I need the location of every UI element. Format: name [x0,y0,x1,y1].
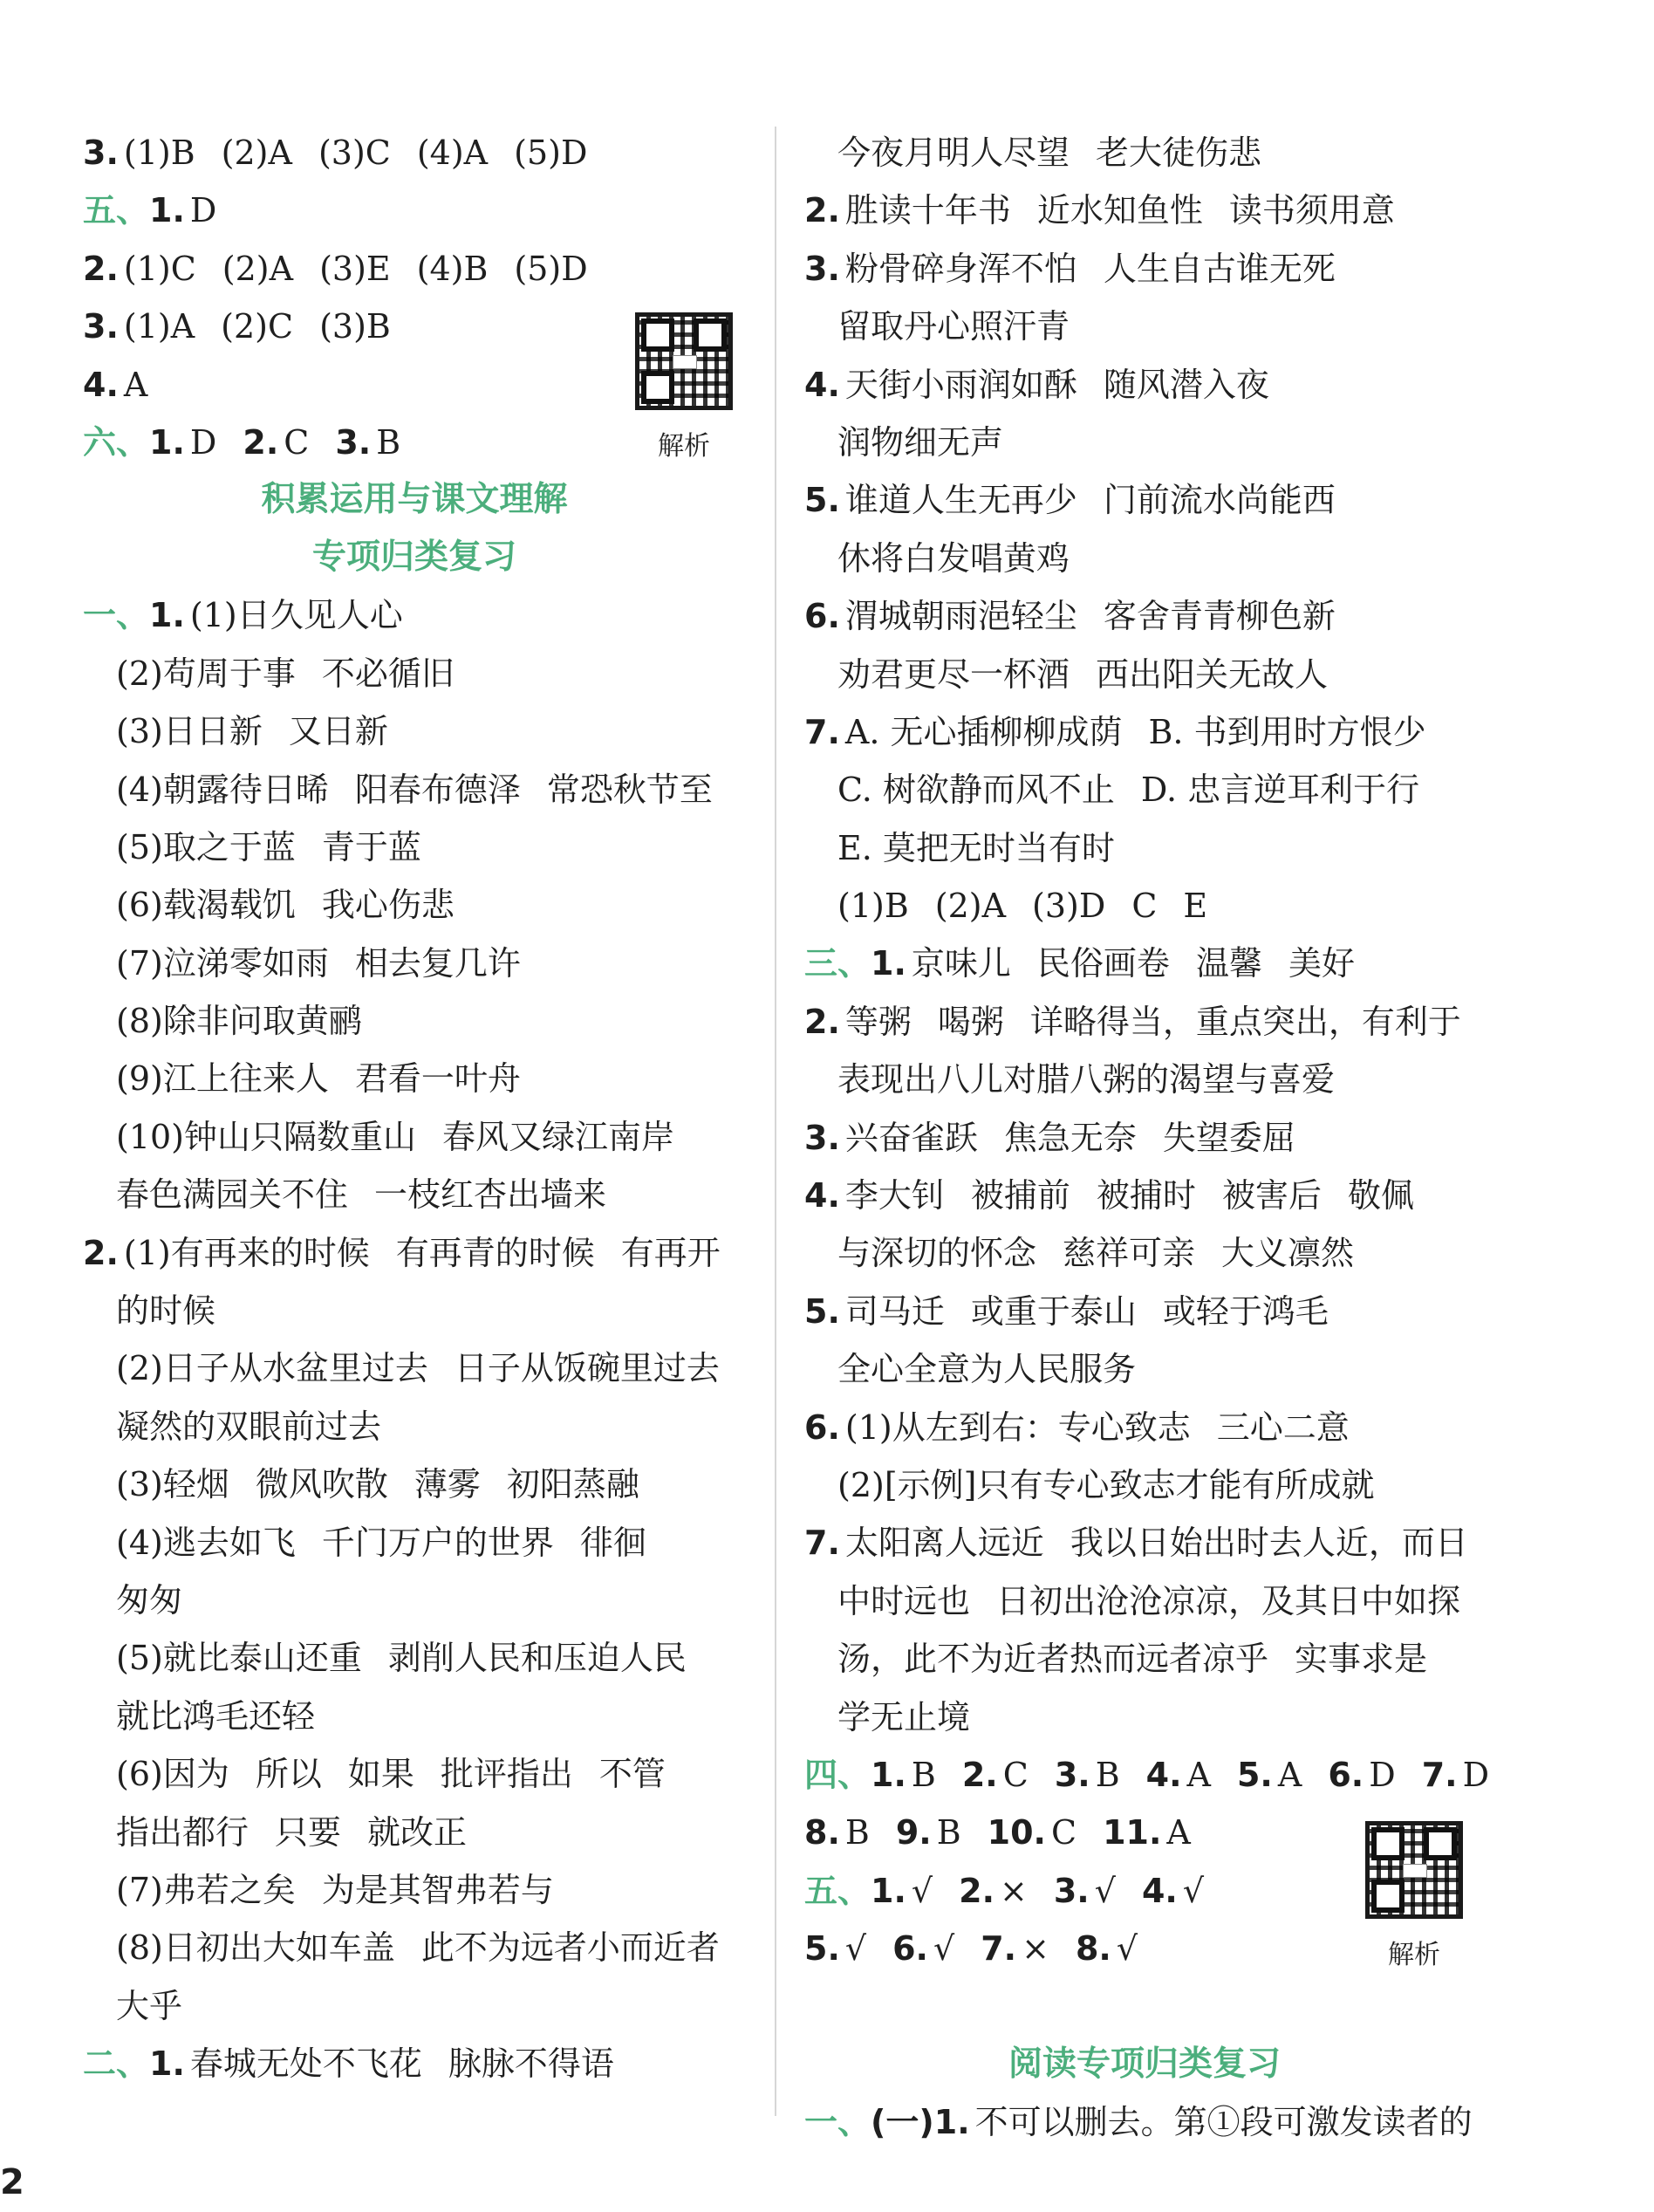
answer-text: 中时远也 [837,1581,971,1620]
qr-label: 解析 [1388,1940,1440,1970]
answer-text: 近水知鱼性 [1036,191,1203,230]
answer-text: (6)因为 [116,1755,229,1794]
answer-text: 京味儿 [911,944,1011,983]
answer-text: 太阳离人远近 [844,1524,1044,1563]
spacer-line [804,1978,1485,2036]
answer-text: 渭城朝雨浥轻尘 [844,597,1077,636]
question-number: 6. [892,1929,928,1969]
answer-text: 与深切的怀念 [837,1234,1037,1273]
qr-code-icon [635,312,733,410]
answer-line [83,1166,746,1223]
answer-text: √ [844,1929,867,1969]
question-number: 6. [1328,1755,1364,1794]
answer-text: (8)除非问取黄鹂 [116,1002,362,1041]
section-marker: 一、 [804,2101,871,2141]
answer-text: 有再青的时候 [395,1233,595,1272]
answer-text: B [1095,1755,1120,1794]
answer-text: 或轻于鸿毛 [1162,1291,1329,1331]
question-number: 3. [83,134,119,172]
answer-line [83,124,746,181]
question-number: 2. [959,1871,995,1910]
answer-text: (7)弗若之矣 [116,1870,296,1909]
answer-line [804,181,1485,239]
answer-line [804,356,1485,414]
question-number: 4. [1145,1755,1182,1794]
answer-text: (1)B [837,887,909,926]
answer-text: 或重于泰山 [970,1291,1137,1331]
answer-line [804,1340,1485,1398]
question-number: 2. [804,1002,840,1041]
section-marker: 四、 [804,1754,871,1794]
answer-text: (1)日久见人心 [189,596,403,635]
answer-text: (2)A [221,134,292,172]
question-number: 4. [804,1176,840,1216]
answer-text: √ [1094,1871,1116,1910]
answer-text: 学无止境 [837,1697,971,1736]
answer-text: (7)泣涕零如雨 [116,943,329,983]
answer-line [804,2093,1485,2151]
answer-text: 汤，此不为近者热而远者凉乎 [837,1640,1269,1679]
question-number: 7. [981,1929,1017,1969]
answer-text: 青于蓝 [321,827,421,866]
answer-text: × [1022,1929,1049,1969]
answer-line [83,1977,746,2035]
answer-line [83,181,746,239]
answer-text: 千门万户的世界 [321,1523,554,1562]
answer-text: 所以 [255,1755,322,1794]
answer-line [83,818,746,876]
question-number: 3. [804,249,840,288]
answer-text: C [284,422,310,462]
answer-text: 剥削人民和压迫人民 [387,1639,687,1678]
answer-text: A [1166,1813,1191,1852]
answer-text: 全心全意为人民服务 [837,1350,1137,1389]
answer-line [804,993,1485,1051]
answer-text: C. 树欲静而风不止 [837,770,1115,810]
answer-line [83,1108,746,1166]
answer-text: A [1186,1755,1211,1794]
answer-line [83,2035,746,2092]
answer-text: 相去复几许 [354,943,521,983]
answer-line [804,877,1485,935]
answer-text: C [1131,887,1158,926]
answer-text: 慈祥可亲 [1063,1234,1196,1273]
answer-text: 初阳蒸融 [506,1465,639,1504]
answer-line [804,1630,1485,1688]
answer-text: 等粥 [844,1002,912,1041]
answer-text: C [1050,1813,1077,1852]
question-number: 3. [1053,1871,1090,1910]
question-number: 1. [149,422,185,462]
answer-line [804,761,1485,818]
answer-text: 此不为远者小而近者 [420,1928,720,1968]
answer-text: 批评指出 [440,1755,573,1794]
answer-text: 实事求是 [1295,1640,1428,1679]
answer-line [804,1399,1485,1456]
answer-text: 人生自古谁无死 [1103,249,1336,288]
answer-text: 老大徒伤悲 [1096,134,1262,172]
answer-line [804,646,1485,703]
answer-text: 谁道人生无再少 [844,481,1077,520]
answer-text: (1)C [123,249,196,288]
answer-text: 微风吹散 [255,1465,388,1504]
answer-text: 我心伤悲 [321,886,455,925]
answer-text: 西出阳关无故人 [1096,654,1329,694]
answer-text: 如果 [347,1755,414,1794]
question-number: 2. [83,1233,119,1272]
answer-text: 大乎 [116,1986,183,2025]
answer-text: √ [1182,1871,1205,1910]
question-number: 4. [1141,1871,1178,1910]
answer-text: 春风又绿江南岸 [442,1117,675,1156]
answer-text: 门前流水尚能西 [1103,481,1336,520]
answer-text: B [844,1813,870,1852]
answer-line [804,587,1485,645]
answer-text: (3)B [319,307,391,346]
question-number: 2. [804,191,840,230]
answer-text: 为是其智弗若与 [321,1870,554,1909]
answer-text: 粉骨碎身浑不怕 [844,249,1077,288]
answer-text: 春城无处不飞花 [189,2044,422,2084]
answer-text: 李大钊 [844,1176,945,1216]
answer-text: 随风潜入夜 [1103,365,1269,404]
answer-line [804,1283,1485,1340]
answer-line [83,1861,746,1919]
answer-text: 日初出沧沧凉凉，及其日中如探 [996,1581,1461,1620]
answer-line [804,1572,1485,1630]
question-number: 2. [83,249,119,288]
answer-line [83,1572,746,1629]
answer-text: 司马迁 [844,1291,945,1331]
answer-text: 薄雾 [414,1465,481,1504]
answer-line [804,1456,1485,1514]
question-number: 6. [804,597,840,636]
answer-text: (4)B [416,249,489,288]
answer-text: (8)日初出大如车盖 [116,1928,395,1968]
answer-text: 温馨 [1195,944,1262,983]
question-number: 2. [961,1755,998,1794]
answer-text: 春色满园关不住 [116,1175,349,1215]
answer-text: 不可以删去。第①段可激发读者的 [974,2102,1473,2141]
answer-text: (4)朝露待日晞 [116,770,329,809]
answer-text: 我以日始出时去人近，而日 [1070,1524,1468,1563]
answer-line [83,1455,746,1513]
question-number: 7. [804,1524,840,1563]
answer-text: D [1462,1755,1490,1794]
answer-line [804,240,1485,298]
answer-line [83,1398,746,1455]
answer-text: 阳春布德泽 [354,770,521,809]
question-number: 1. [149,191,185,230]
answer-text: B. 书到用时方恨少 [1148,712,1426,751]
question-number: 8. [1075,1929,1111,1969]
answer-line [83,1282,746,1339]
answer-text: (9)江上往来人 [116,1059,329,1099]
answer-text: B [936,1813,961,1852]
answer-line [804,1224,1485,1282]
answer-line [804,124,1485,181]
section-marker: 五、 [804,1870,871,1910]
answer-line [83,1224,746,1282]
answer-line [804,1514,1485,1572]
left-column [83,124,746,2093]
question-number: 1. [149,2044,185,2084]
answer-line [83,1688,746,1745]
page-number: 2 [0,2162,24,2202]
question-number: 5. [804,1929,840,1969]
answer-text: 详略得当，重点突出，有利于 [1029,1002,1461,1041]
answer-text: 兴奋雀跃 [844,1118,978,1157]
section-marker: 五、 [83,190,150,230]
qr-label: 解析 [658,431,710,462]
answer-text: D [189,422,217,462]
answer-text: C [1002,1755,1029,1794]
answer-text: (3)D [1032,887,1106,926]
answer-text: 大义凛然 [1221,1234,1355,1273]
answer-text: A [123,365,148,404]
answer-text: 徘徊 [579,1523,646,1562]
column-divider [775,127,776,2116]
section-heading: 阅读专项归类复习 [1008,2044,1281,2084]
answer-text: 被捕前 [970,1176,1070,1216]
answer-line [83,586,746,644]
answer-text: 喝粥 [937,1002,1004,1041]
answer-text: 表现出八儿对腊八粥的渴望与喜爱 [837,1060,1336,1099]
answer-text: 民俗画卷 [1036,944,1170,983]
answer-text: 读书须用意 [1228,191,1395,230]
answer-text: E [1183,887,1208,926]
answer-text: (3)日日新 [116,712,263,751]
answer-text: (1)B [123,134,195,172]
section-marker: 六、 [83,421,150,462]
answer-text: D [189,191,217,230]
answer-text: (5)D [514,249,588,288]
answer-text: 天街小雨润如酥 [844,365,1077,404]
question-number: (一)1. [871,2102,970,2141]
answer-line [804,1167,1485,1224]
answer-text: (4)逃去如飞 [116,1523,296,1562]
answer-text: (2)A [934,887,1007,926]
answer-text: (3)C [318,134,391,172]
answer-text: (5)就比泰山还重 [116,1639,362,1678]
answer-text: √ [911,1871,933,1910]
answer-text: 胜读十年书 [844,191,1011,230]
section-marker: 一、 [83,595,150,635]
answer-text: 休将白发唱黄鸡 [837,538,1070,578]
answer-text: 美好 [1288,944,1355,983]
question-number: 5. [804,1291,840,1331]
answer-text: (5)D [514,134,588,172]
question-number: 4. [804,365,840,404]
answer-text: (6)载渴载饥 [116,886,296,925]
question-number: 5. [804,481,840,520]
question-number: 7. [1421,1755,1458,1794]
answer-line [804,298,1485,355]
answer-line [83,876,746,934]
answer-text: 君看一叶舟 [354,1059,521,1099]
answer-line [83,645,746,702]
answer-text: 敬佩 [1347,1176,1414,1216]
answer-line [83,761,746,818]
answer-line [83,1339,746,1397]
answer-line [83,935,746,992]
section-heading: 专项归类复习 [311,538,516,578]
answer-text: 不必循旧 [321,654,455,693]
question-number: 1. [149,596,185,635]
answer-text: A [1277,1755,1302,1794]
answer-text: 有再开 [620,1233,721,1272]
answer-line [804,1051,1485,1108]
answer-text: E. 莫把无时当有时 [837,828,1115,867]
answer-line [83,1050,746,1107]
answer-text: (5)取之于蓝 [116,827,296,866]
answer-line [83,992,746,1050]
question-number: 11. [1103,1813,1162,1852]
answer-line [804,1109,1485,1167]
answer-text: (2)[示例]只有专心致志才能有所成就 [837,1465,1375,1504]
answer-text: 的时候 [116,1291,216,1331]
question-number: 9. [895,1813,932,1852]
answer-text: D. 忠言逆耳利于行 [1140,770,1420,810]
question-number: 2. [243,422,279,462]
answer-text: (1)有再来的时候 [123,1233,370,1272]
answer-text: √ [933,1929,955,1969]
answer-text: 脉脉不得语 [448,2044,614,2084]
answer-line [804,530,1485,587]
answer-text: (10)钟山只隔数重山 [116,1117,417,1156]
answer-text: 不管 [598,1755,666,1794]
answer-text: 劝君更尽一杯酒 [837,654,1070,694]
answer-line [83,702,746,760]
answer-text: (1)从左到右：专心致志 [844,1407,1191,1447]
answer-text: (1)A [123,307,195,346]
answer-line [804,1746,1490,1804]
answer-text: 就改正 [367,1812,468,1852]
answer-text: A. 无心插柳柳成荫 [844,712,1123,751]
answer-text: 一枝红杏出墙来 [374,1175,607,1215]
answer-line [804,703,1485,761]
answer-text: 又日新 [288,712,388,751]
answer-text: 就比鸿毛还轻 [116,1696,316,1736]
answer-text: 被害后 [1221,1176,1322,1216]
answer-text: 被捕时 [1096,1176,1196,1216]
question-number: 3. [335,422,372,462]
question-number: 3. [83,307,119,346]
answer-text: D [1369,1755,1396,1794]
question-number: 3. [1054,1755,1090,1794]
question-number: 3. [804,1118,840,1157]
answer-text: (3)E [319,249,391,288]
answer-text: 指出都行 [116,1812,249,1852]
answer-line [83,1919,746,1976]
answer-text: 留取丹心照汗青 [837,307,1070,346]
question-number: 6. [804,1407,840,1447]
answer-line [83,1745,746,1803]
answer-text: (2)苟周于事 [116,654,296,693]
answer-text: (4)A [416,134,489,172]
answer-text: B [911,1755,936,1794]
answer-text: 日子从饭碗里过去 [454,1349,720,1388]
answer-text: 润物细无声 [837,422,1004,462]
question-number: 4. [83,365,119,404]
answer-text: 客舍青青柳色新 [1103,597,1336,636]
answer-line [804,1688,1485,1746]
answer-line [804,414,1485,471]
question-number: 10. [987,1813,1046,1852]
question-number: 1. [871,1871,906,1910]
answer-text: 凝然的双眼前过去 [116,1407,382,1446]
answer-text: 匆匆 [116,1580,183,1620]
answer-line [804,819,1485,877]
answer-text: 失望委屈 [1162,1118,1295,1157]
answer-line [83,240,746,298]
answer-text: 三心二意 [1216,1407,1350,1447]
answer-text: B [376,422,401,462]
section-heading: 积累运用与课文理解 [261,480,568,520]
question-number: 1. [871,944,906,983]
answer-text: × [1000,1871,1028,1910]
section-marker: 二、 [83,2044,150,2084]
question-number: 8. [804,1813,840,1852]
answer-text: 只要 [275,1812,342,1852]
qr-code-icon [1365,1821,1463,1919]
answer-text: (2)C [221,307,294,346]
answer-line [83,1629,746,1687]
answer-text: 今夜月明人尽望 [837,134,1070,172]
question-number: 1. [871,1755,906,1794]
answer-line [804,471,1485,529]
answer-line [804,935,1485,992]
answer-line [83,1804,746,1861]
question-number: 5. [1236,1755,1273,1794]
answer-text: √ [1116,1929,1138,1969]
section-marker: 三、 [804,943,871,983]
answer-text: 常恐秋节至 [546,770,713,809]
answer-line [83,1514,746,1572]
answer-text: (2)日子从水盆里过去 [116,1349,428,1388]
answer-text: (3)轻烟 [116,1465,229,1504]
answer-text: (2)A [222,249,294,288]
question-number: 7. [804,712,840,751]
answer-text: 焦急无奈 [1003,1118,1137,1157]
